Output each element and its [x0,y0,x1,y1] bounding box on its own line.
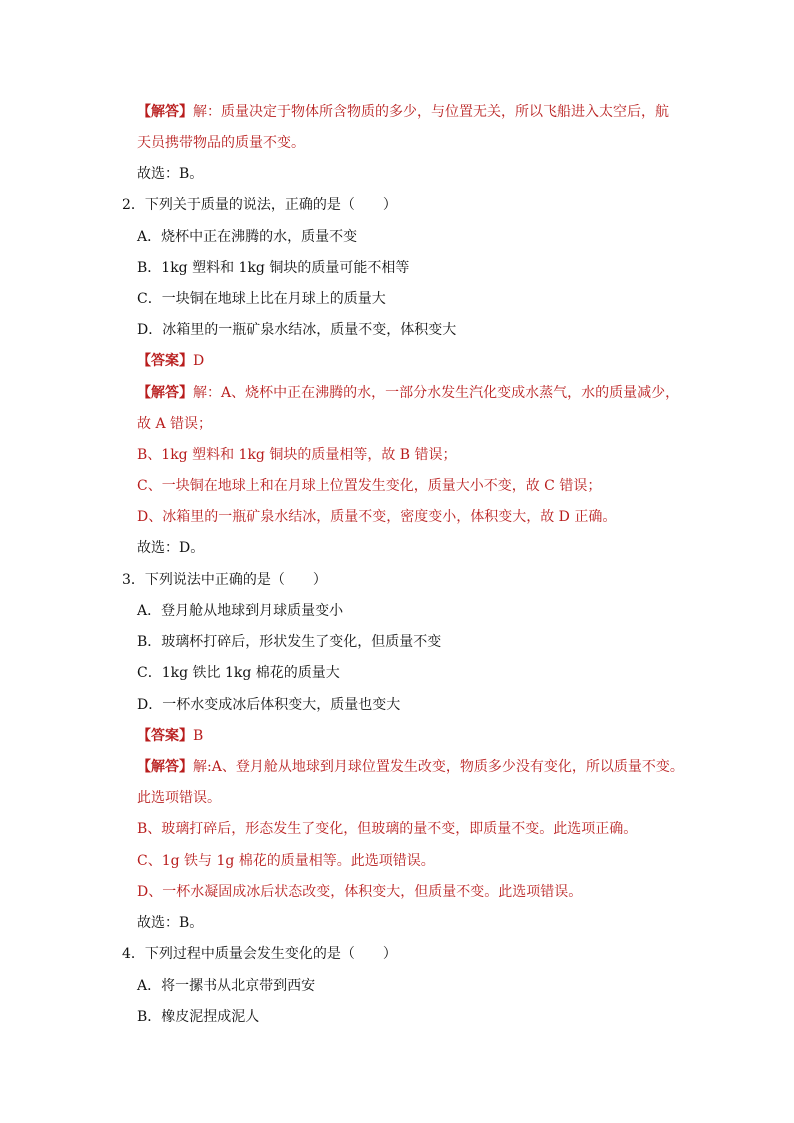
q2-option-d: D．冰箱里的一瓶矿泉水结冰，质量不变，体积变大 [137,322,457,338]
prev-analysis-line-2: 天员携带物品的质量不变。 [137,135,305,151]
q3-answer [137,726,203,746]
analysis-label: 【解答】 [137,385,193,401]
q2-choice: 故选：D。 [137,540,205,556]
q3-choice: 故选：B。 [137,915,204,931]
q3-analysis-line-5: D、一杯水凝固成冰后状态改变，体积变大，但质量不变。此选项错误。 [137,884,583,900]
q3-option-b: B．玻璃杯打碎后，形状发生了变化，但质量不变 [137,634,442,650]
q3-analysis-line-2: 此选项错误。 [137,790,221,806]
q4-option-a: A．将一摞书从北京带到西安 [137,978,316,994]
prev-choice: 故选：B。 [137,166,204,182]
analysis-text: 解:A、登月舱从地球到月球位置发生改变，物质多少没有变化，所以质量不变。 [193,759,684,775]
analysis-text: 解：A、烧杯中正在沸腾的水，一部分水发生汽化变成水蒸气，水的质量减少， [193,385,680,401]
q2-analysis-line-3: B、1kg 塑料和 1kg 铜块的质量相等，故 B 错误； [137,447,457,463]
q3-analysis-line-3: B、玻璃打碎后，形态发生了变化，但玻璃的量不变，即质量不变。此选项正确。 [137,821,638,837]
answer-label: 【答案】 [137,728,193,744]
q3-option-c: C．1kg 铁比 1kg 棉花的质量大 [137,665,340,681]
q2-option-a: A．烧杯中正在沸腾的水，质量不变 [137,229,358,245]
q2-option-c: C．一块铜在地球上比在月球上的质量大 [137,291,386,307]
q2-option-b: B．1kg 塑料和 1kg 铜块的质量可能不相等 [137,260,410,276]
prev-analysis-line-1 [137,102,669,122]
answer-label: 【答案】 [137,353,193,369]
q3-analysis-line-1 [137,757,684,777]
analysis-text: 解：质量决定于物体所含物质的多少，与位置无关，所以飞船进入太空后，航 [193,104,669,120]
q4-option-b: B．橡皮泥捏成泥人 [137,1009,260,1025]
answer-value: D [193,353,205,369]
q2-analysis-line-5: D、冰箱里的一瓶矿泉水结冰，质量不变，密度变小，体积变大，故 D 正确。 [137,509,617,525]
analysis-label: 【解答】 [137,104,193,120]
analysis-label: 【解答】 [137,759,193,775]
q3-option-a: A．登月舱从地球到月球质量变小 [137,603,344,619]
q2-analysis-line-1 [137,383,679,403]
q3-stem: 3．下列说法中正确的是（ ） [122,572,327,588]
q2-stem: 2．下列关于质量的说法，正确的是（ ） [122,197,397,213]
q3-option-d: D．一杯水变成冰后体积变大，质量也变大 [137,697,401,713]
q3-analysis-line-4: C、1g 铁与 1g 棉花的质量相等。此选项错误。 [137,853,435,869]
q4-stem: 4．下列过程中质量会发生变化的是（ ） [122,946,397,962]
q2-analysis-line-2: 故 A 错误； [137,416,213,432]
answer-value: B [193,728,204,744]
q2-analysis-line-4: C、一块铜在地球上和在月球上位置发生变化，质量大小不变，故 C 错误； [137,478,602,494]
q2-answer [137,351,204,371]
